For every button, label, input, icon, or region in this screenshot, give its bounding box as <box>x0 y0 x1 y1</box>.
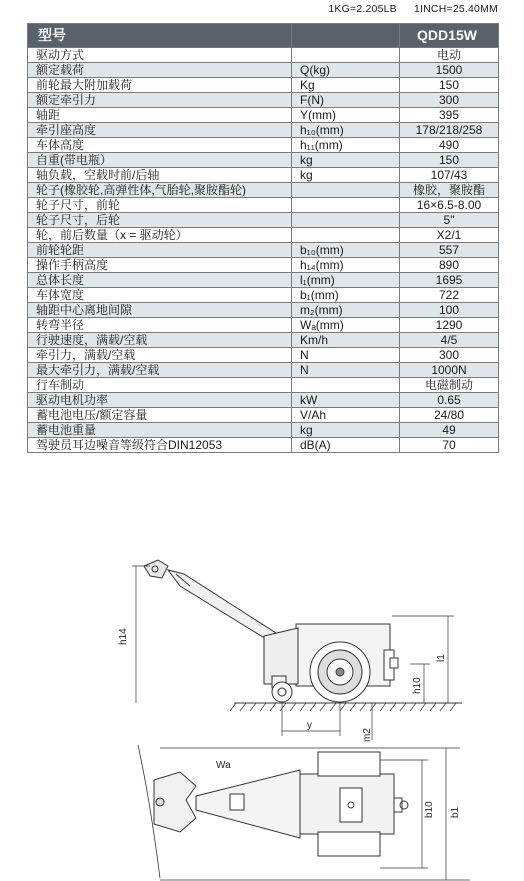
spec-unit: kW <box>292 393 400 408</box>
spec-unit: h₁₁(mm) <box>292 138 400 153</box>
table-row <box>28 48 499 63</box>
table-row <box>28 258 499 273</box>
table-row <box>28 183 499 198</box>
table-header-row <box>28 24 499 48</box>
spec-unit: kg <box>292 153 400 168</box>
spec-value: 395 <box>400 108 499 123</box>
spec-value: 300 <box>400 348 499 363</box>
spec-unit: N <box>292 348 400 363</box>
table-row <box>28 168 499 183</box>
m2-label: m2 <box>362 728 373 742</box>
table-row <box>28 303 499 318</box>
technical-drawing <box>0 550 524 881</box>
h14-label: h14 <box>118 628 129 645</box>
spec-label: 额定牵引力 <box>28 93 292 108</box>
spec-value: 1695 <box>400 273 499 288</box>
spec-label: 总体长度 <box>28 273 292 288</box>
spec-label: 操作手柄高度 <box>28 258 292 273</box>
spec-value: 49 <box>400 423 499 438</box>
table-row <box>28 63 499 78</box>
spec-label: 轴距 <box>28 108 292 123</box>
spec-unit: h₁₀(mm) <box>292 123 400 138</box>
spec-unit: Km/h <box>292 333 400 348</box>
spec-unit: Q(kg) <box>292 63 400 78</box>
spec-label: 驱动方式 <box>28 48 292 63</box>
spec-value: 橡胶，聚胺酯 <box>400 183 499 198</box>
spec-label: 轮子(橡胶轮,高弹性体,气胎轮,聚胺酯轮) <box>28 183 292 198</box>
table-row <box>28 363 499 378</box>
spec-unit: V/Ah <box>292 408 400 423</box>
table-row <box>28 123 499 138</box>
spec-value: 16×6.5-8.00 <box>400 198 499 213</box>
units-note <box>0 3 498 15</box>
spec-value: 电磁制动 <box>400 378 499 393</box>
table-row <box>28 153 499 168</box>
table-row <box>28 198 499 213</box>
table-row <box>28 93 499 108</box>
table-row <box>28 393 499 408</box>
spec-unit: kg <box>292 423 400 438</box>
spec-unit: F(N) <box>292 93 400 108</box>
table-row <box>28 78 499 93</box>
inch-conversion: 1INCH=25.40MM <box>413 3 498 15</box>
spec-value: 490 <box>400 138 499 153</box>
table-row <box>28 273 499 288</box>
spec-value: 150 <box>400 78 499 93</box>
y-label: y <box>307 720 312 731</box>
spec-label: 前轮最大附加载荷 <box>28 78 292 93</box>
spec-unit: kg <box>292 168 400 183</box>
spec-unit: b₁₀(mm) <box>292 243 400 258</box>
spec-label: 轮子尺寸，前轮 <box>28 198 292 213</box>
unit-header <box>292 24 400 48</box>
model-name-header: QDD15W <box>400 24 499 48</box>
spec-value: 电动 <box>400 48 499 63</box>
table-row <box>28 288 499 303</box>
spec-value: 4/5 <box>400 333 499 348</box>
spec-value: X2/1 <box>400 228 499 243</box>
l1-label: l1 <box>436 654 447 662</box>
model-label-header: 型号 <box>28 24 292 48</box>
table-row <box>28 438 499 453</box>
spec-label: 牵引力，满载/空载 <box>28 348 292 363</box>
spec-value: 150 <box>400 153 499 168</box>
table-row <box>28 378 499 393</box>
spec-unit <box>292 183 400 198</box>
spec-label: 驱动电机功率 <box>28 393 292 408</box>
spec-value: 100 <box>400 303 499 318</box>
spec-unit <box>292 198 400 213</box>
b10-label: b10 <box>424 801 435 818</box>
spec-label: 轮子尺寸，后轮 <box>28 213 292 228</box>
spec-value: 178/218/258 <box>400 123 499 138</box>
table-row <box>28 423 499 438</box>
spec-unit: h₁₄(mm) <box>292 258 400 273</box>
spec-unit: m₂(mm) <box>292 303 400 318</box>
spec-value: 5" <box>400 213 499 228</box>
spec-table <box>27 23 499 453</box>
spec-unit <box>292 213 400 228</box>
spec-label: 额定载荷 <box>28 63 292 78</box>
spec-value: 1290 <box>400 318 499 333</box>
spec-label: 最大牵引力，满载/空载 <box>28 363 292 378</box>
spec-unit: Kg <box>292 78 400 93</box>
table-row <box>28 333 499 348</box>
spec-unit: Y(mm) <box>292 108 400 123</box>
spec-label: 转弯半径 <box>28 318 292 333</box>
table-row <box>28 108 499 123</box>
table-row <box>28 348 499 363</box>
table-row <box>28 228 499 243</box>
spec-label: 车体高度 <box>28 138 292 153</box>
h10-label: h10 <box>412 677 423 694</box>
spec-value: 24/80 <box>400 408 499 423</box>
spec-unit <box>292 48 400 63</box>
spec-label: 驾驶员耳边噪音等级符合DIN12053 <box>28 438 292 453</box>
spec-label: 轮，前后数量（x = 驱动轮） <box>28 228 292 243</box>
table-row <box>28 243 499 258</box>
spec-value: 557 <box>400 243 499 258</box>
spec-label: 自重(带电瓶） <box>28 153 292 168</box>
spec-label: 行驶速度，满载/空载 <box>28 333 292 348</box>
spec-label: 轴负载，空载时前/后轴 <box>28 168 292 183</box>
spec-label: 蓄电池电压/额定容量 <box>28 408 292 423</box>
spec-value: 107/43 <box>400 168 499 183</box>
spec-label: 行车制动 <box>28 378 292 393</box>
spec-value: 722 <box>400 288 499 303</box>
spec-value: 890 <box>400 258 499 273</box>
spec-unit <box>292 228 400 243</box>
spec-value: 0.65 <box>400 393 499 408</box>
table-row <box>28 318 499 333</box>
spec-unit: dB(A) <box>292 438 400 453</box>
spec-unit: Wₐ(mm) <box>292 318 400 333</box>
spec-unit: l₁(mm) <box>292 273 400 288</box>
wa-label: Wa <box>216 760 231 771</box>
spec-label: 蓄电池重量 <box>28 423 292 438</box>
spec-value: 1500 <box>400 63 499 78</box>
b1-label: b1 <box>450 806 461 818</box>
spec-label: 车体宽度 <box>28 288 292 303</box>
spec-unit: b₁(mm) <box>292 288 400 303</box>
table-row <box>28 408 499 423</box>
kg-conversion: 1KG=2.205LB <box>328 3 397 15</box>
spec-label: 轴距中心离地间隙 <box>28 303 292 318</box>
table-row <box>28 213 499 228</box>
spec-value: 1000N <box>400 363 499 378</box>
spec-label: 前轮轮距 <box>28 243 292 258</box>
spec-unit <box>292 378 400 393</box>
spec-value: 300 <box>400 93 499 108</box>
table-row <box>28 138 499 153</box>
spec-label: 牵引座高度 <box>28 123 292 138</box>
spec-unit: N <box>292 363 400 378</box>
spec-value: 70 <box>400 438 499 453</box>
